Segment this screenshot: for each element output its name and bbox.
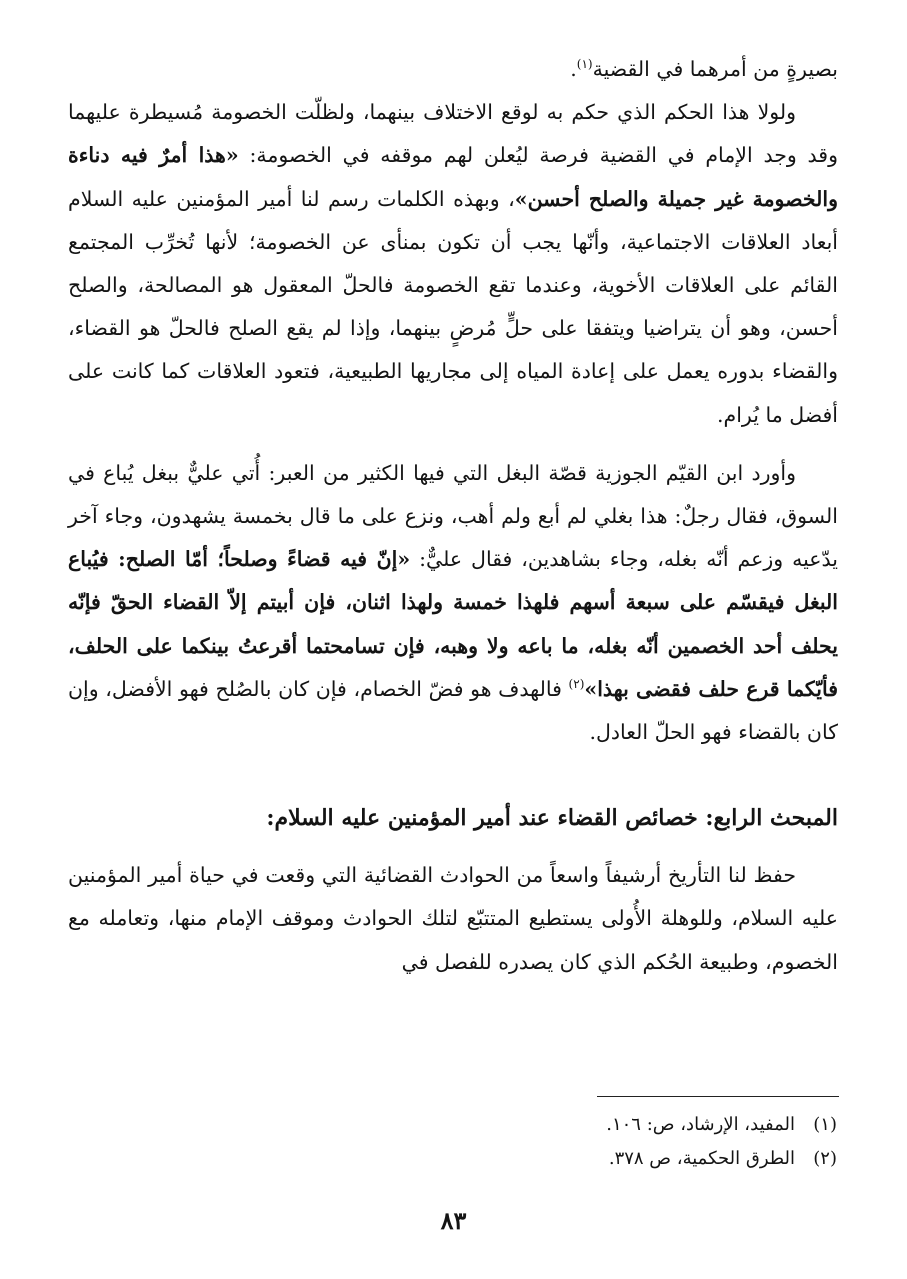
footnote-item xyxy=(237,1142,837,1176)
paragraph-text: حفظ لنا التأريخ أرشيفاً واسعاً من الحوادث القضائية التي وقعت في حياة أمير المؤمنين عليه السلام، وللوهلة الأُولى يستطيع المتتبّع لتلك الحوادث وموقف الإمام منها، وتعامله مع الخصوم، وطبيعة الحُكم الذي كان يصدره للفصل في xyxy=(68,863,838,974)
paragraph-text: . xyxy=(570,57,577,81)
paragraph-text: بصيرةٍ من أمرهما في القضية xyxy=(592,57,838,81)
footnote-ref-1[interactable]: (١) xyxy=(576,57,593,72)
paragraph-archive xyxy=(68,854,838,984)
page-number: ٨٣ xyxy=(440,1206,467,1235)
footnote-ref-2[interactable]: (٢) xyxy=(568,677,585,692)
paragraph-judgment xyxy=(68,91,838,437)
paragraph-continuation xyxy=(68,48,838,91)
footnote-divider xyxy=(597,1096,839,1097)
footnotes xyxy=(237,1108,837,1176)
paragraph-text: ولولا هذا الحكم الذي حكم به لوقع الاختلاف بينهما، ولظلّت الخصومة مُسيطرة عليهما وقد وجد الإمام في القضية فرصة ليُعلن لهم موقفه في الخصومة: xyxy=(68,100,839,168)
footnote-item xyxy=(237,1108,837,1142)
footnote-number: (٢) xyxy=(813,1148,837,1169)
bold-quote: «هذا أمرٌ فيه دناءة والخصومة غير جميلة والصلح أحسن» xyxy=(68,143,838,211)
page-body xyxy=(68,48,838,984)
section-heading: المبحث الرابع: خصائص القضاء عند أمير المؤمنين عليه السلام: xyxy=(266,805,838,832)
paragraph-text: ، وبهذه الكلمات رسم لنا أمير المؤمنين عليه السلام أبعاد العلاقات الاجتماعية، وأنّها يجب أن تكون بمنأى عن الخصومة؛ لأنها تُخرِّب المجتمع القائم على العلاقات الأخوية، وعندما تقع الخصومة فالحلّ المعقول هو المصالحة، والصلح أحسن، وهو أن يتراضيا ويتفقا على حلٍّ مُرضٍ بينهما، وإذا لم يقع الصلح فالحلّ هو القضاء، والقضاء بدوره يعمل على إعادة المياه إلى مجاريها الطبيعية، فتعود العلاقات كما كانت على أفضل ما يُرام. xyxy=(68,186,838,427)
paragraph-text: فالهدف هو فضّ الخصام، فإن كان بالصُلح فهو الأفضل، وإن كان بالقضاء فهو الحلّ العادل. xyxy=(68,676,838,745)
paragraph-text: وأورد ابن القيّم الجوزية قصّة البغل التي فيها الكثير من العبر: أُتي عليٌّ ببغل يُباع في السوق، فقال رجلٌ: هذا بغلي لم أبع ولم أهب، ونزع على ما قال بخمسة يشهدون، وجاء آخر يدّعيه وزعم أنّه بغله، وجاء بشاهدين، فقال عليٌّ: xyxy=(68,460,838,572)
footnote-number: (١) xyxy=(813,1114,837,1135)
bold-quote: «إنّ فيه قضاءً وصلحاً؛ أمّا الصلح: فيُباع البغل فيقسّم على سبعة أسهم فلهذا خمسة ولهذا اثنان، فإن أبيتم إلاّ القضاء الحقّ فإنّه يحلف أحد الخصمين أنّه بغله، ما باعه ولا وهبه، فإن تسامحتما أقرعتُ بينكما على الحلف، فأيّكما قرع حلف فقضى بهذا» xyxy=(68,547,838,701)
paragraph-mule-story xyxy=(68,452,838,754)
footnote-text: الطرق الحكمية، ص ٣٧٨. xyxy=(608,1148,795,1169)
footnote-text: المفيد، الإرشاد، ص: ١٠٦. xyxy=(606,1114,795,1135)
